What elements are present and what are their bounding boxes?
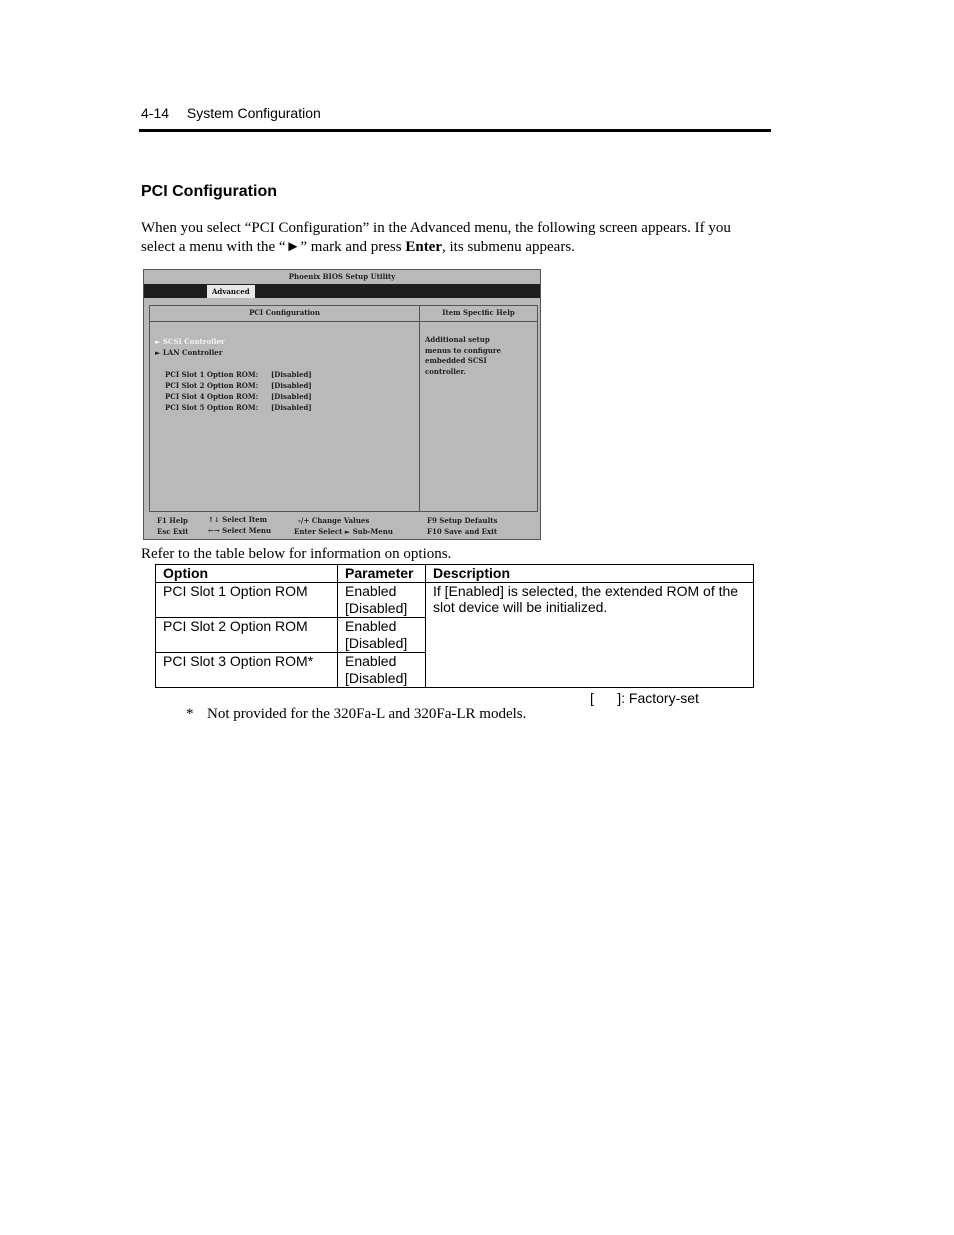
bios-title: Phoenix BIOS Setup Utility	[288, 272, 396, 281]
description-cell: If [Enabled] is selected, the extended ROM of the slot device will be initialized.	[426, 583, 754, 688]
help-line: Additional setup	[425, 335, 490, 344]
footnote-mark: *	[186, 706, 194, 722]
col-description: Description	[426, 565, 754, 583]
page-number: 4-14	[141, 105, 170, 121]
rom-label: PCI Slot 2 Option ROM:	[165, 381, 259, 390]
option-cell: PCI Slot 2 Option ROM	[156, 618, 338, 653]
parameter-cell	[338, 583, 426, 618]
bios-key-esc: Esc Exit	[157, 527, 189, 536]
bios-left-pane	[149, 305, 420, 512]
page-header	[141, 105, 321, 121]
bios-key-f10: F10 Save and Exit	[427, 527, 498, 536]
bios-submenu-lan[interactable]	[155, 347, 312, 358]
bios-key-updown: ↑↓ Select Item	[208, 515, 268, 524]
col-option: Option	[156, 565, 338, 583]
bios-help-pane	[419, 305, 538, 512]
col-parameter: Parameter	[338, 565, 426, 583]
table-header-row	[156, 565, 754, 583]
parameter-cell	[338, 618, 426, 653]
rom-label: PCI Slot 5 Option ROM:	[165, 403, 259, 412]
bios-key-enter: Enter Select ► Sub-Menu	[294, 527, 393, 536]
rom-label: PCI Slot 1 Option ROM:	[165, 370, 259, 379]
param-disabled: [Disabled]	[345, 600, 408, 616]
param-enabled: Enabled	[345, 618, 397, 634]
bios-key-minusplus: -/+ Change Values	[298, 516, 370, 525]
bios-key-f9: F9 Setup Defaults	[427, 516, 498, 525]
rom-value[interactable]: [Disabled]	[271, 392, 312, 401]
table-row	[156, 583, 754, 618]
bios-rom-row[interactable]	[155, 402, 312, 413]
bios-key-leftright: ←→ Select Menu	[208, 526, 272, 535]
bios-menubar	[144, 284, 540, 298]
bios-screenshot	[143, 269, 541, 540]
bios-rom-row[interactable]	[155, 369, 312, 380]
rom-value[interactable]: [Disabled]	[271, 403, 312, 412]
rom-label: PCI Slot 4 Option ROM:	[165, 392, 259, 401]
factory-set-note: [ ]: Factory-set	[590, 690, 699, 706]
intro-text-2: , its submenu appears.	[442, 238, 575, 255]
param-enabled: Enabled	[345, 653, 397, 669]
option-cell: PCI Slot 3 Option ROM*	[156, 653, 338, 688]
rom-value[interactable]: [Disabled]	[271, 370, 312, 379]
options-table	[155, 564, 754, 688]
bios-spacer	[155, 358, 312, 369]
bios-rom-row[interactable]	[155, 380, 312, 391]
bios-submenu-scsi[interactable]	[155, 336, 312, 347]
bios-tab-advanced[interactable]: Advanced	[207, 285, 255, 298]
help-line: menus to configure	[425, 345, 501, 355]
bios-item-list	[155, 336, 312, 413]
intro-text-1: When you select “PCI Configuration” in the Advanced menu, the following screen appears. If you select a menu with the “►” mark and press	[141, 220, 731, 255]
footnote-text: Not provided for the 320Fa-L and 320Fa-LR models.	[207, 706, 527, 722]
bios-rom-row[interactable]	[155, 391, 312, 402]
page-title: PCI Configuration	[141, 183, 277, 200]
header-rule	[139, 129, 771, 132]
intro-enter-key: Enter	[405, 238, 443, 255]
option-cell: PCI Slot 1 Option ROM	[156, 583, 338, 618]
footnote	[186, 706, 526, 723]
rom-value[interactable]: [Disabled]	[271, 381, 312, 390]
help-line: embedded SCSI	[425, 356, 487, 365]
section-title: System Configuration	[186, 105, 321, 121]
bios-key-f1: F1 Help	[157, 516, 188, 525]
submenu-arrow-icon: ►	[155, 348, 161, 357]
intro-paragraph	[141, 219, 766, 256]
help-line: controller.	[425, 366, 466, 376]
bios-help-text	[425, 335, 535, 377]
submenu-arrow-icon: ►	[155, 337, 161, 346]
bios-help-header: Item Specific Help	[420, 306, 537, 322]
submenu-label: SCSI Controller	[162, 337, 225, 346]
refer-text: Refer to the table below for information on options.	[141, 546, 452, 562]
param-enabled: Enabled	[345, 583, 397, 599]
param-disabled: [Disabled]	[345, 670, 408, 686]
parameter-cell	[338, 653, 426, 688]
submenu-label: LAN Controller	[162, 348, 223, 357]
bios-left-header: PCI Configuration	[150, 306, 419, 322]
param-disabled: [Disabled]	[345, 635, 408, 651]
